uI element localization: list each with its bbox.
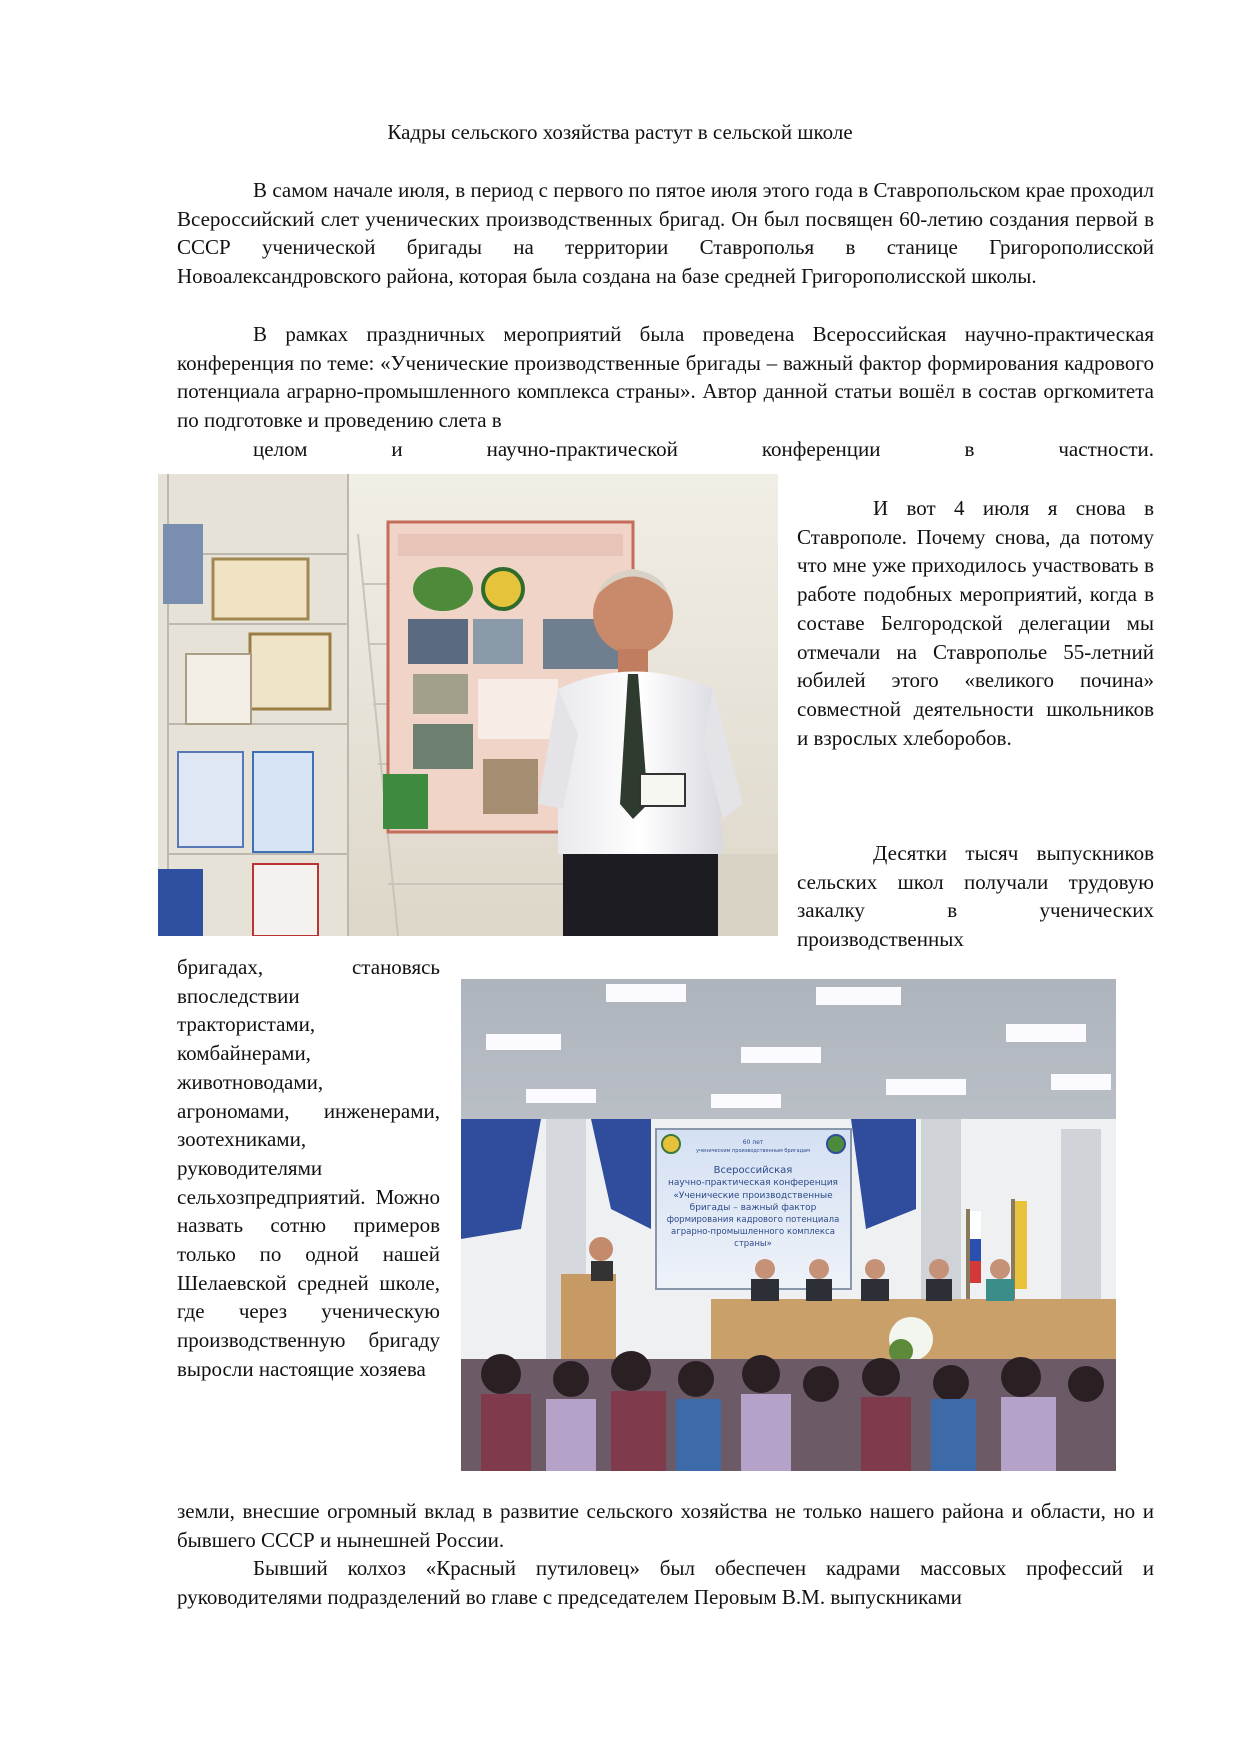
article-title: Кадры сельского хозяйства растут в сельской школе [387,120,853,144]
paragraph-4: Бывший колхоз «Красный путиловец» был обеспечен кадрами массовых профессий и руководителями подразделений во главе с председателем Перовым В.М. выпускниками [177,1556,1154,1609]
paragraph-2 [177,320,1154,464]
screen-text-line-5: «Ученические производственные [673,1191,833,1201]
screen-text-line-3: Всероссийская [713,1165,793,1176]
paragraph-3: земли, внесшие огромный вклад в развитие сельского хозяйства не только нашего района и области, но и бывшего СССР и нынешней России. [177,1499,1154,1552]
screen-text-line-6: бригады – важный фактор [689,1203,817,1213]
screen-text-line-4: научно-практическая конференция [668,1178,838,1188]
screen-text-line-8: аграрно-промышленного комплекса [671,1227,835,1237]
paragraph-2-main: В рамках праздничных мероприятий была проведена Всероссийская научно-практическая конференция по теме: «Ученические производственные бригады – важный фактор формирования кадрового потенциала аграрно-промышленного комплекса страны». Автор данной статьи вошёл в состав оргкомитета по подготовке и проведению слета в [177,322,1154,433]
paragraph-1: В самом начале июля, в период с первого по пятое июля этого года в Ставропольском крае проходил Всероссийский слет ученических производственных бригад. Он был посвящен 60-летию создания первой в СССР ученической бригады на территории Ставрополья в станице Григорополисской Новоалександровского района, которая была создана на базе средней Григорополисской школы. [177,178,1154,289]
right-column-para-2: Десятки тысяч выпускников сельских школ получали трудовую закалку в ученических производственных [797,841,1154,952]
photo-man-at-stand [158,474,778,936]
right-column-text [797,494,1154,752]
screen-text-line-9: страны» [734,1239,772,1249]
paragraph-2-last-line: целом и научно-практической конференции в частности. [253,436,1154,461]
photo-conference-hall [461,979,1116,1471]
right-column-para-1: И вот 4 июля я снова в Ставрополе. Почему снова, да потому что мне уже приходилось участвовать в работе подобных мероприятий, когда в составе Белгородской делегации мы отмечали на Ставрополье 55-летний юбилей этого «великого почина» совместной деятельности школьников и взрослых хлеборобов. [797,496,1154,750]
screen-text-line-2: ученическим производственным бригадам [696,1148,810,1154]
left-column-text: бригадах, становясь впоследствии трактористами, комбайнерами, животноводами, агрономами, инженерами, зоотехниками, руководителями сельхозпредприятий. Можно назвать сотню примеров только по одной нашей Шелаевской средней школе, где через ученическую производственную бригаду выросли настоящие хозяева [177,955,440,1381]
screen-text-line-7: формирования кадрового потенциала [666,1215,840,1225]
screen-text-line-1: 60 лет [742,1139,764,1146]
